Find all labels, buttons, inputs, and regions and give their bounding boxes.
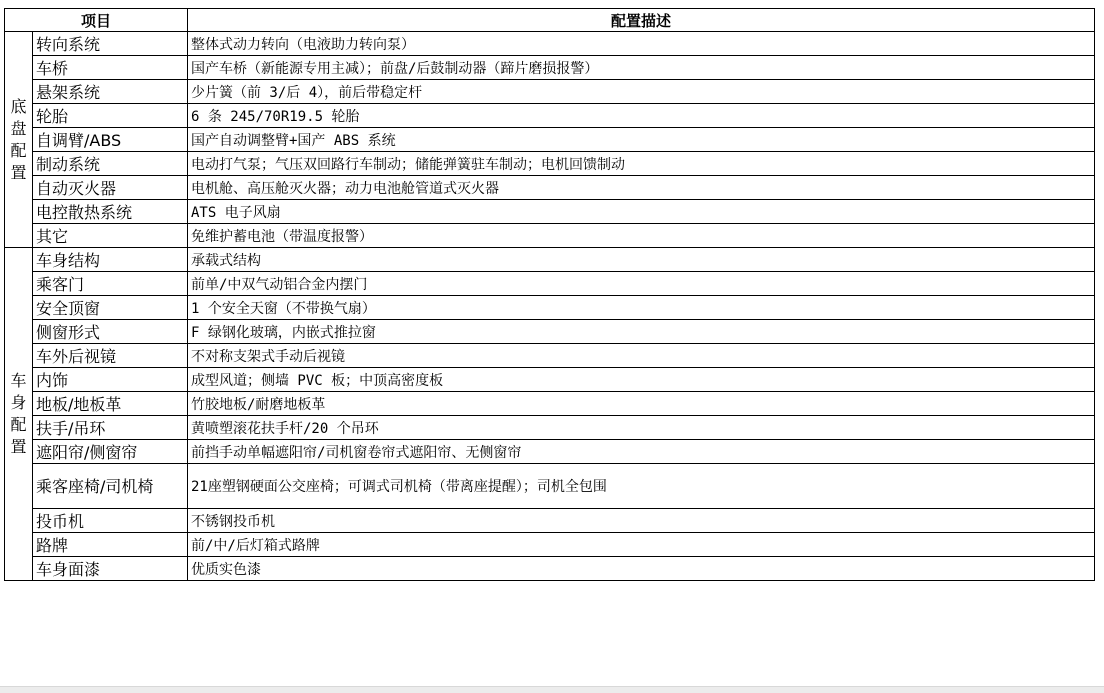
desc-cell: ATS 电子风扇 [188,200,1095,224]
item-cell: 乘客座椅/司机椅 [33,464,188,509]
item-cell: 安全顶窗 [33,296,188,320]
item-cell: 遮阳帘/侧窗帘 [33,440,188,464]
item-cell: 其它 [33,224,188,248]
category-label: 车身配置 [10,371,27,456]
table-row [5,320,1095,344]
desc-cell: 前/中/后灯箱式路牌 [188,533,1095,557]
desc-cell: 21座塑钢硬面公交座椅；可调式司机椅（带离座提醒）；司机全包围 [188,464,1095,509]
table-row [5,248,1095,272]
spec-body [5,32,1095,581]
desc-cell: 不锈钢投币机 [188,509,1095,533]
desc-cell: 竹胶地板/耐磨地板革 [188,392,1095,416]
desc-cell: 国产车桥（新能源专用主减）；前盘/后鼓制动器（蹄片磨损报警） [188,56,1095,80]
category-label: 底盘配置 [10,96,27,182]
item-cell: 制动系统 [33,152,188,176]
item-cell: 内饰 [33,368,188,392]
spec-table [4,8,1095,581]
table-row [5,509,1095,533]
desc-cell: 国产自动调整臂+国产 ABS 系统 [188,128,1095,152]
table-row [5,557,1095,581]
table-row [5,128,1095,152]
table-row [5,533,1095,557]
desc-cell: 承载式结构 [188,248,1095,272]
table-row [5,296,1095,320]
table-row [5,272,1095,296]
header-row [5,9,1095,32]
item-cell: 路牌 [33,533,188,557]
item-cell: 侧窗形式 [33,320,188,344]
desc-cell: 成型风道；侧墙 PVC 板；中顶高密度板 [188,368,1095,392]
desc-cell: 免维护蓄电池（带温度报警） [188,224,1095,248]
table-row [5,368,1095,392]
item-cell: 转向系统 [33,32,188,56]
desc-cell: 前挡手动单幅遮阳帘/司机窗卷帘式遮阳帘、无侧窗帘 [188,440,1095,464]
table-row [5,176,1095,200]
table-row [5,104,1095,128]
item-cell: 轮胎 [33,104,188,128]
desc-cell: 整体式动力转向（电液助力转向泵） [188,32,1095,56]
desc-cell: 1 个安全天窗（不带换气扇） [188,296,1095,320]
table-row [5,440,1095,464]
item-cell: 车身结构 [33,248,188,272]
item-cell: 投币机 [33,509,188,533]
item-cell: 车外后视镜 [33,344,188,368]
table-row [5,392,1095,416]
table-row [5,32,1095,56]
item-cell: 乘客门 [33,272,188,296]
desc-cell: 优质实色漆 [188,557,1095,581]
item-cell: 车桥 [33,56,188,80]
item-cell: 车身面漆 [33,557,188,581]
desc-cell: 6 条 245/70R19.5 轮胎 [188,104,1095,128]
table-row [5,416,1095,440]
table-row [5,80,1095,104]
desc-cell: 少片簧（前 3/后 4），前后带稳定杆 [188,80,1095,104]
item-cell: 电控散热系统 [33,200,188,224]
table-row [5,224,1095,248]
desc-cell: F 绿钢化玻璃，内嵌式推拉窗 [188,320,1095,344]
desc-cell: 不对称支架式手动后视镜 [188,344,1095,368]
item-cell: 地板/地板革 [33,392,188,416]
category-chassis [5,32,33,248]
desc-cell: 电机舱、高压舱灭火器；动力电池舱管道式灭火器 [188,176,1095,200]
table-row [5,152,1095,176]
table-row [5,200,1095,224]
table-row [5,464,1095,509]
category-body [5,248,33,581]
item-cell: 自调臂/ABS [33,128,188,152]
item-cell: 扶手/吊环 [33,416,188,440]
desc-cell: 前单/中双气动铝合金内摆门 [188,272,1095,296]
desc-cell: 黄喷塑滚花扶手杆/20 个吊环 [188,416,1095,440]
desc-cell: 电动打气泵；气压双回路行车制动；储能弹簧驻车制动；电机回馈制动 [188,152,1095,176]
item-cell: 悬架系统 [33,80,188,104]
header-desc: 配置描述 [188,9,1095,32]
table-row [5,344,1095,368]
item-cell: 自动灭火器 [33,176,188,200]
table-row [5,56,1095,80]
header-item: 项目 [5,9,188,32]
